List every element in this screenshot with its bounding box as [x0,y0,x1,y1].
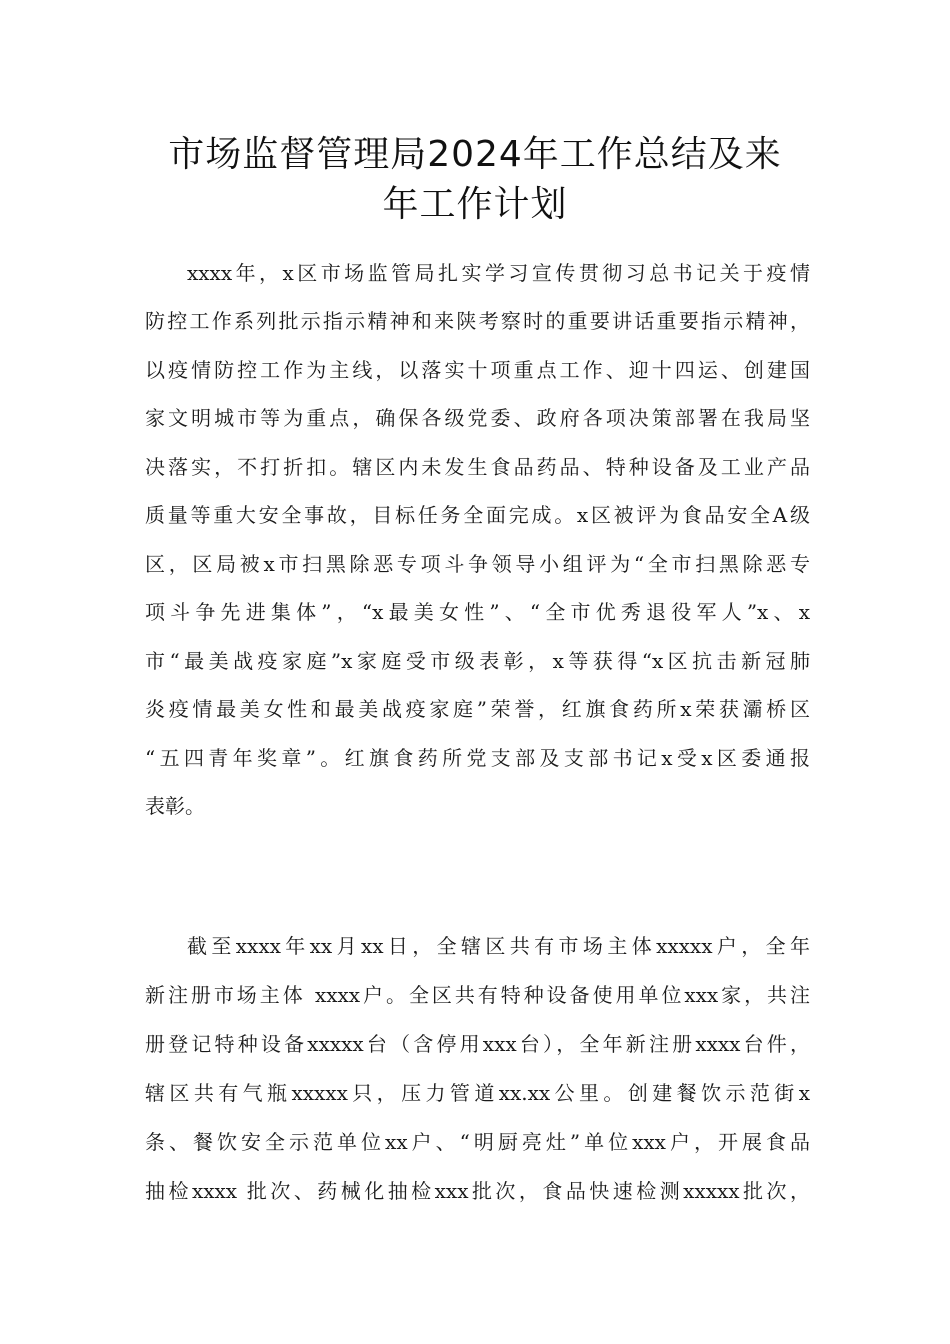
paragraph-2-line-1: 截至xxxx年xx月xx日，全辖区共有市场主体xxxxx户，全年 [187,934,810,958]
paragraph-1-line-5: 决落实，不打折扣。辖区内未发生食品药品、特种设备及工业产品 [145,455,810,479]
paragraph-1-line-11: “五四青年奖章”。红旗食药所党支部及支部书记x受x区委通报 [145,746,810,770]
paragraph-1-line-6: 质量等重大安全事故，目标任务全面完成。x区被评为食品安全A级 [145,503,810,527]
paragraph-1-line-8: 项斗争先进集体”，“x最美女性”、“全市优秀退役军人”x、x [145,600,810,624]
paragraph-2-line-3: 册登记特种设备xxxxx台（含停用xxx台），全年新注册xxxx台件， [145,1032,810,1056]
paragraph-1-line-4: 家文明城市等为重点，确保各级党委、政府各项决策部署在我局坚 [145,406,810,430]
paragraph-2-line-5: 条、餐饮安全示范单位xx户、“明厨亮灶”单位xxx户，开展食品 [145,1130,810,1154]
paragraph-1-line-2: 防控工作系列批示指示精神和来陕考察时的重要讲话重要指示精神， [145,309,810,333]
paragraph-2-line-4: 辖区共有气瓶xxxxx只，压力管道xx.xx公里。创建餐饮示范街x [145,1081,810,1105]
paragraph-1-line-7: 区，区局被x市扫黑除恶专项斗争领导小组评为“全市扫黑除恶专 [145,552,810,576]
document-title-line-1: 市场监督管理局2024年工作总结及来 [168,134,782,175]
paragraph-1-line-1: xxxx年，x区市场监管局扎实学习宣传贯彻习总书记关于疫情 [187,261,810,285]
paragraph-1-line-9: 市“最美战疫家庭”x家庭受市级表彰，x等获得“x区抗击新冠肺 [145,649,810,673]
document-title-line-2: 年工作计划 [382,184,568,225]
paragraph-2-line-6: 抽检xxxx 批次、药械化抽检xxx批次，食品快速检测xxxxx批次， [145,1179,810,1203]
paragraph-2-line-2: 新注册市场主体 xxxx户。全区共有特种设备使用单位xxx家，共注 [145,983,810,1007]
paragraph-1-line-12: 表彰。 [145,794,205,818]
paragraph-1-line-10: 炎疫情最美女性和最美战疫家庭”荣誉，红旗食药所x荣获灞桥区 [145,697,810,721]
paragraph-1-line-3: 以疫情防控工作为主线，以落实十项重点工作、迎十四运、创建国 [145,358,810,382]
